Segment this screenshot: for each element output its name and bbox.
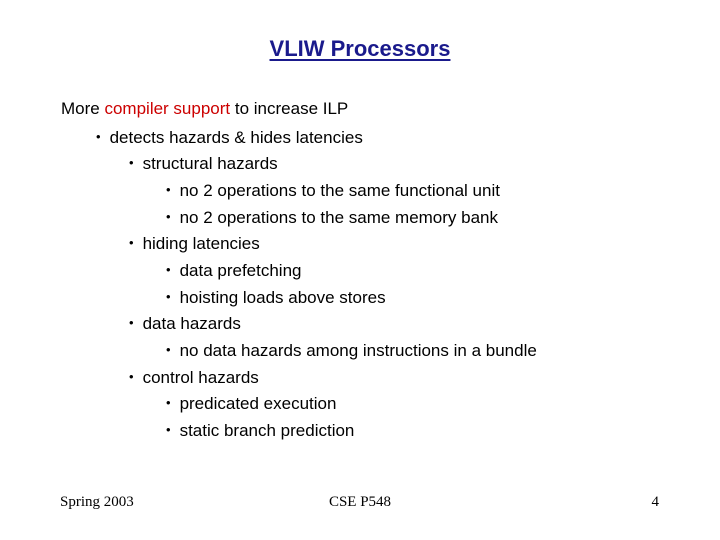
bullet-text: data hazards xyxy=(142,314,241,333)
bullet-icon: • xyxy=(129,369,134,384)
bullet-level3 xyxy=(166,394,336,414)
footer-page-number: 4 xyxy=(651,494,659,510)
bullet-text: hoisting loads above stores xyxy=(179,288,386,307)
bullet-text: no 2 operations to the same functional unit xyxy=(179,181,500,200)
bullet-level3 xyxy=(166,421,354,441)
bullet-text: structural hazards xyxy=(142,154,278,173)
intro-text-before: More xyxy=(61,99,105,118)
bullet-level3 xyxy=(166,208,498,228)
bullet-icon: • xyxy=(129,155,134,170)
bullet-icon: • xyxy=(129,235,134,250)
bullet-icon: • xyxy=(96,129,101,144)
bullet-level2 xyxy=(129,234,260,254)
bullet-icon: • xyxy=(166,342,171,357)
bullet-level3 xyxy=(166,181,500,201)
bullet-icon: • xyxy=(166,395,171,410)
bullet-level2 xyxy=(129,154,278,174)
bullet-text: no data hazards among instructions in a bundle xyxy=(179,341,537,360)
bullet-level3 xyxy=(166,341,537,361)
slide-title: VLIW Processors xyxy=(269,36,451,61)
footer-date: Spring 2003 xyxy=(60,494,134,510)
bullet-level2 xyxy=(129,368,259,388)
bullet-text: static branch prediction xyxy=(179,421,355,440)
bullet-icon: • xyxy=(166,422,171,437)
bullet-text: hiding latencies xyxy=(142,234,260,253)
bullet-text: predicated execution xyxy=(179,394,337,413)
bullet-level2 xyxy=(129,314,241,334)
footer-course: CSE P548 xyxy=(328,494,392,510)
bullet-level3 xyxy=(166,288,386,308)
bullet-icon: • xyxy=(129,315,134,330)
bullet-icon: • xyxy=(166,182,171,197)
intro-line xyxy=(61,99,348,119)
bullet-text: no 2 operations to the same memory bank xyxy=(179,208,499,227)
bullet-icon: • xyxy=(166,289,171,304)
bullet-level1 xyxy=(96,128,363,148)
bullet-text: control hazards xyxy=(142,368,259,387)
intro-highlight: compiler support xyxy=(104,99,231,118)
bullet-level3 xyxy=(166,261,301,281)
bullet-icon: • xyxy=(166,262,171,277)
bullet-text: data prefetching xyxy=(179,261,302,280)
bullet-text: detects hazards & hides latencies xyxy=(109,128,363,147)
bullet-icon: • xyxy=(166,209,171,224)
intro-text-after: to increase ILP xyxy=(230,99,349,118)
